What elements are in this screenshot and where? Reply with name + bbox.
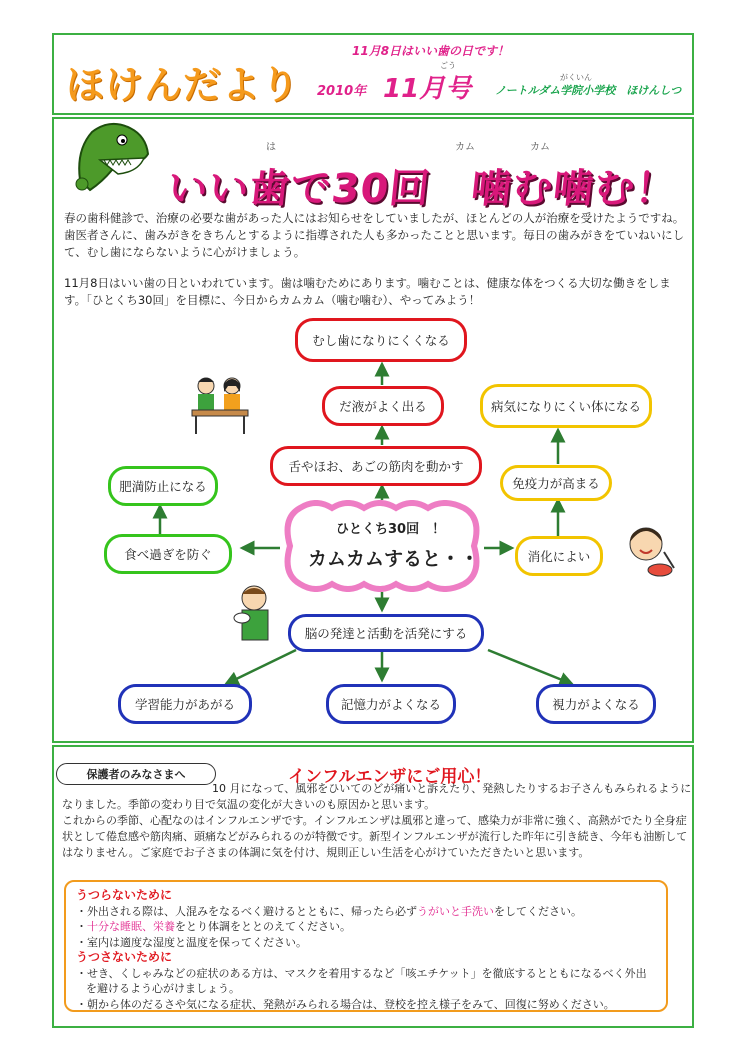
ruby-kamu-1: カム [455,142,475,153]
arrow-to-shiryoku [488,650,572,684]
ruby-gakuin: がくいん [560,73,592,82]
node-tabesugi: 食べ過ぎを防ぐ [104,534,232,574]
tip-1: ・外出される際は、人混みをなるべく避けるとともに、帰ったら必ずうがいと手洗いをしてください。 [76,904,582,918]
node-shoka: 消化によい [515,536,603,576]
node-nou: 脳の発達と活動を活発にする [288,614,484,652]
parents-badge: 保護者のみなさまへ [56,763,216,785]
tip-3: ・室内は適度な湿度と温度を保ってください。 [76,935,307,949]
flu-paragraph-2: これからの季節、心配なのはインフルエンザです。インフルエンザは風邪と違って、感染力が非常に強く、高熱がでたり全身症状として倦怠感や筋肉痛、頭痛などがみられるのが特徴です。新型インフルエンザが流行した昨年に引き続き、今年も油断してはなりません。ご家庭でお子さまの体調に気を付け、規則正しい生活を心がけていただきたいと思います。 [62,814,688,859]
node-gakushu: 学習能力があがる [118,684,252,724]
tip-5: ・朝から体のだるさや気になる症状、発熱がみられる場合は、登校を控え様子をみて、回復に努めください。 [76,997,615,1011]
teeth-day-subtitle: 11月8日はいい歯の日です！ [352,44,510,58]
ruby-kamu-2: カム [530,142,550,153]
issue-month: 11月号 [383,74,472,104]
prevention-tips-box [64,880,668,1012]
children-eating-illustration [188,372,252,436]
girl-eating-illustration [620,522,676,580]
node-meneki: 免疫力が高まる [500,465,612,501]
node-himan: 肥満防止になる [108,466,218,506]
flu-paragraph-1: 10 月になって、風邪をひいてのどが痛いと訴えたり、発熱したりするお子さんもみられるようになりました。季節の変わり目で気温の変化が大きいのも原因かと思います。 [62,782,692,811]
school-name: ノートルダム学院小学校 ほけんしつ [495,84,682,97]
tips-heading-prevent-spread: うつさないために [76,950,173,964]
tip-4: ・せき、くしゃみなどの症状のある方は、マスクを着用するなど「咳エチケット」を徹底するとともになるべく外出を避けるよう心がけましょう。 [76,966,647,995]
flu-title: インフルエンザにご用心！ [288,767,492,787]
node-shiryoku: 視力がよくなる [536,684,656,724]
ruby-go: ごう [440,61,456,70]
center-label-line2: カムカムすると・・ [308,548,480,570]
node-byoki: 病気になりにくい体になる [480,384,652,428]
newsletter-title: ほけんだより [66,63,301,107]
node-mushiba: むし歯になりにくくなる [295,318,467,362]
issue-year: 2010年 [317,84,367,99]
node-daeki: だ液がよく出る [322,386,444,426]
arrow-to-gakushu [226,650,296,684]
boy-eating-illustration [232,582,276,642]
intro-paragraph-1: 春の歯科健診で、治療の必要な歯があった人にはお知らせをしていましたが、ほとんどの人が治療を受けたようですね。歯医者さんに、歯みがきをきちんとするように指導された人も多かったことと思います。毎日の歯みがきをていねいにして、むし歯にならないように心がけましょう。 [64,211,685,259]
ruby-ha: は [266,142,276,153]
intro-paragraph-2: 11月8日はいい歯の日といわれています。歯は噛むためにあります。噛むことは、健康な体をつくる大切な働きをします。「ひとくち30回」を目標に、今日からカムカム（噛む噛む）、やってみよう！ [64,276,671,307]
node-kioku: 記憶力がよくなる [326,684,456,724]
main-title: いい歯で30回 噛む噛む！ [165,166,679,212]
tips-heading-prevent-infection: うつらないために [76,888,173,902]
tip-2: ・十分な睡眠、栄養をとり体調をととのえてください。 [76,920,351,933]
center-label-line1: ひとくち30回 ！ [336,522,446,537]
node-shita: 舌やほお、あごの筋肉を動かす [270,446,482,486]
